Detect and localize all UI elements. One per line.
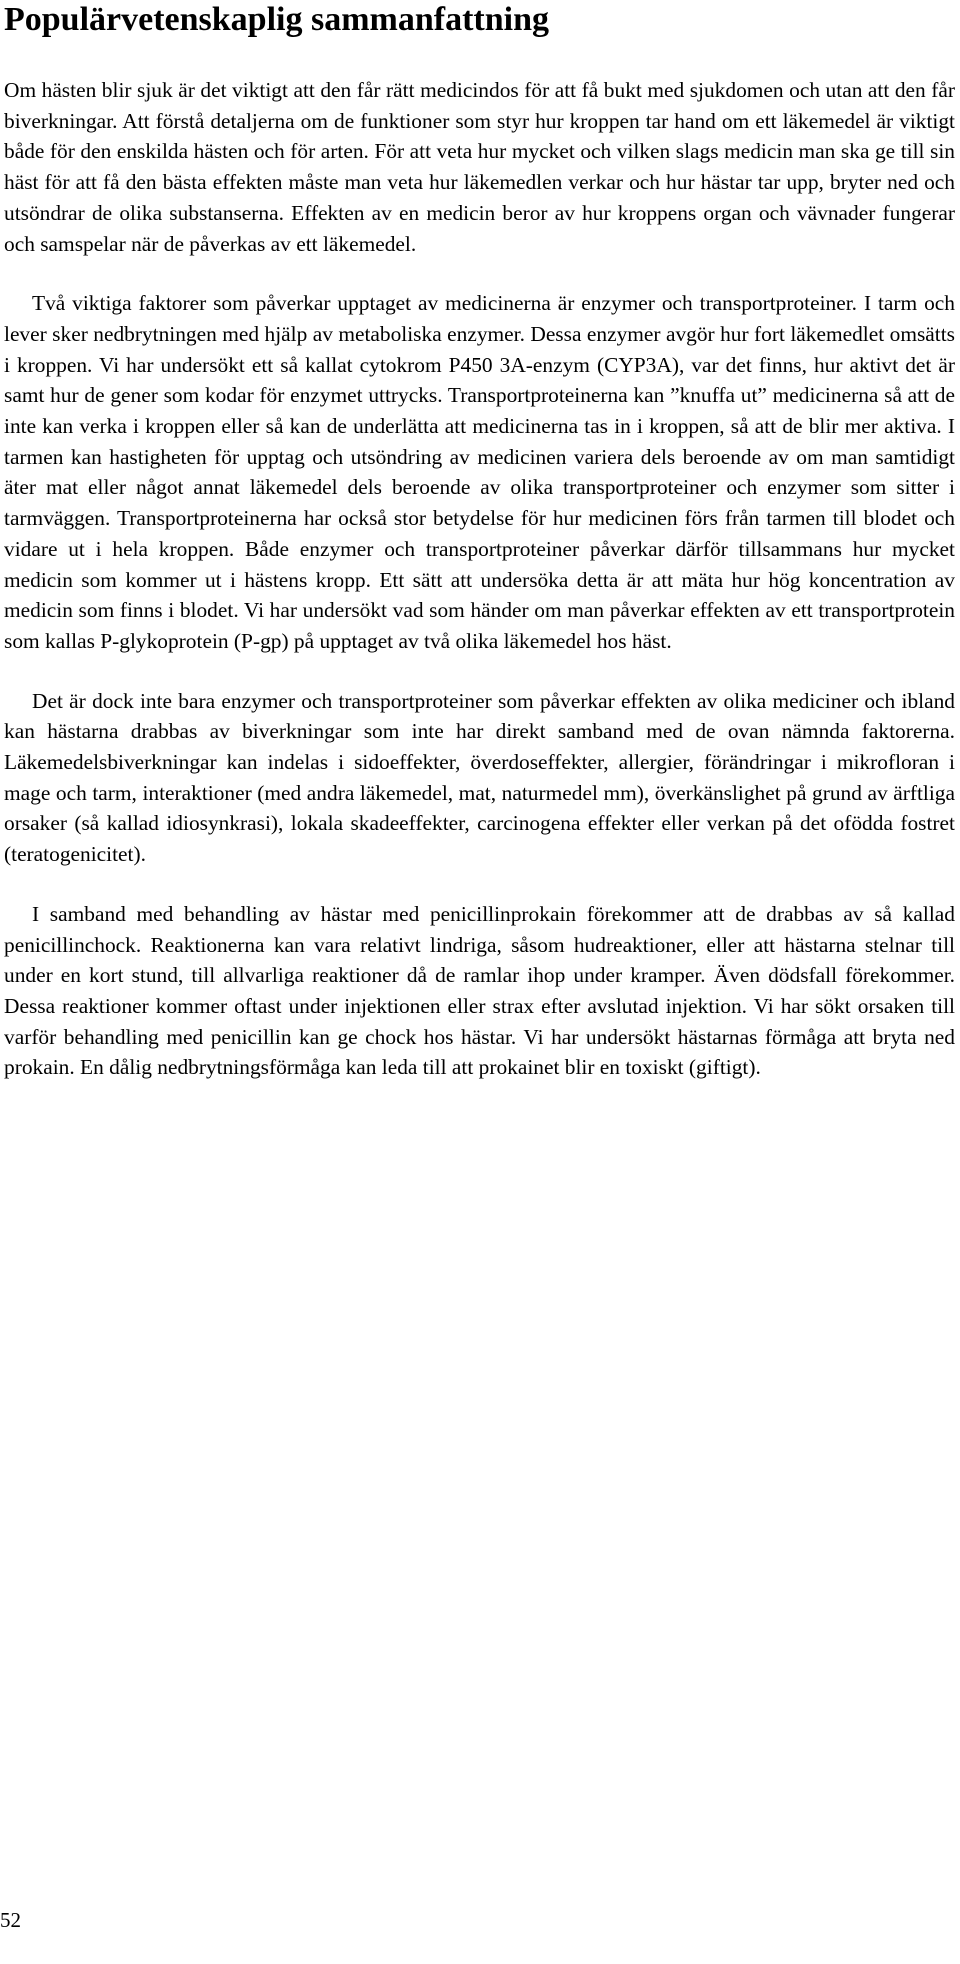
document-page bbox=[4, 0, 955, 1083]
page-number: 52 bbox=[0, 1908, 21, 1932]
paragraph-intro: Om hästen blir sjuk är det viktigt att den får rätt medicindos för att få bukt med sjukdomen och utan att den får biverkningar. Att förstå detaljerna om de funktioner som styr hur kroppen tar hand om ett läkemedel är viktigt både för den enskilda hästen och för arten. För att veta hur mycket och vilken slags medicin man ska ge till sin häst för att få den bästa effekten måste man veta hur läkemedlen verkar och hur hästar tar upp, bryter ned och utsöndrar de olika substanserna. Effekten av en medicin beror av hur kroppens organ och vävnader fungerar och samspelar när de påverkas av ett läkemedel. bbox=[4, 78, 955, 256]
paragraph-enzymes-transport: Två viktiga faktorer som påverkar upptaget av medicinerna är enzymer och transportproteiner. I tarm och lever sker nedbrytningen med hjälp av metaboliska enzymer. Dessa enzymer avgör hur fort läkemedlet omsätts i kroppen. Vi har undersökt ett så kallat cytokrom P450 3A-enzym (CYP3A), var det finns, hur aktivt det är samt hur de gener som kodar för enzymet uttrycks. Transportproteinerna kan ”knuffa ut” medicinerna så att de inte kan verka i kroppen eller så kan de underlätta att medicinerna tas in i kroppen, så att de blir mer aktiva. I tarmen kan hastigheten för upptag och utsöndring av medicinen variera dels beroende av om man samtidigt äter mat eller något annat läkemedel dels beroende av olika transportproteiner och enzymer som sitter i tarmväggen. Transportproteinerna har också stor betydelse för hur medicinen förs från tarmen till blodet och vidare ut i hela kroppen. Både enzymer och transportproteiner påverkar därför tillsammans hur mycket medicin som kommer ut i hästens kropp. Ett sätt att undersöka detta är att mäta hur hög koncentration av medicin som finns i blodet. Vi har undersökt vad som händer om man påverkar effekten av ett transportprotein som kallas P-glykoprotein (P-gp) på upptaget av två olika läkemedel hos häst. bbox=[4, 291, 955, 653]
paragraph-penicillin: I samband med behandling av hästar med penicillinprokain förekommer att de drabbas av så kallad penicillinchock. Reaktionerna kan vara relativt lindriga, såsom hudreaktioner, eller att hästarna stelnar till under en kort stund, till allvarliga reaktioner då de ramlar ihop under kramper. Även dödsfall förekommer. Dessa reaktioner kommer oftast under injektionen eller strax efter avslutad injektion. Vi har sökt orsaken till varför behandling med penicillin kan ge chock hos hästar. Vi har undersökt hästarnas förmåga att bryta ned prokain. En dålig nedbrytningsförmåga kan leda till att prokainet blir en toxiskt (giftigt). bbox=[4, 901, 955, 1080]
page-title: Populärvetenskaplig sammanfattning bbox=[4, 1, 549, 38]
paragraph-side-effects: Det är dock inte bara enzymer och transportproteiner som påverkar effekten av olika mediciner och ibland kan hästarna drabbas av biverkningar som inte har direkt samband med de ovan nämnda faktorerna. Läkemedelsbiverkningar kan indelas i sidoeffekter, överdoseffekter, allergier, förändringar i mikrofloran i mage och tarm, interaktioner (med andra läkemedel, mat, naturmedel mm), överkänslighet på grund av ärftliga orsaker (så kallad idiosynkrasi), lokala skadeeffekter, carcinogena effekter eller verkan på det ofödda fostret (teratogenicitet). bbox=[4, 688, 955, 867]
